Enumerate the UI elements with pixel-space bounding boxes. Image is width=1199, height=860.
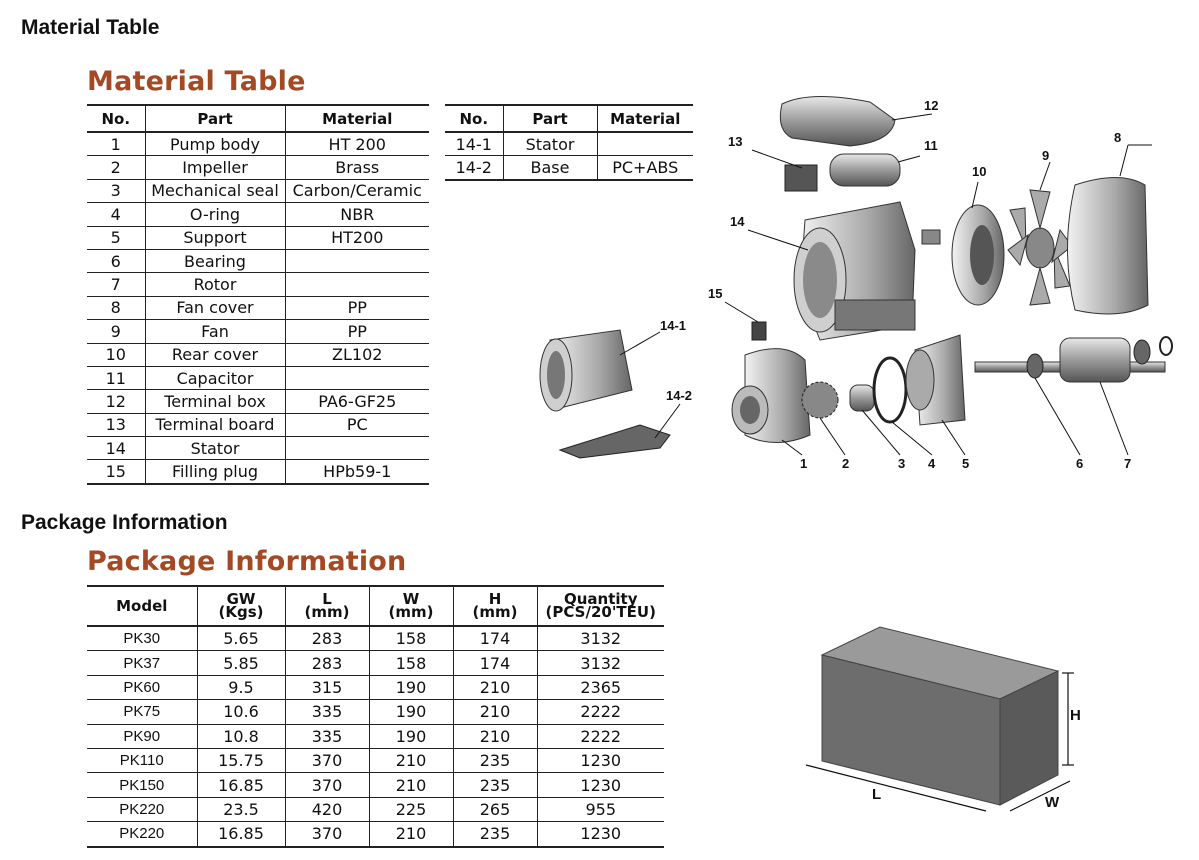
cell-model: PK90 xyxy=(87,724,197,748)
table-row xyxy=(87,226,429,249)
cell-material: Carbon/Ceramic xyxy=(285,179,429,202)
cell-part: Support xyxy=(145,226,285,249)
cell-part: Stator xyxy=(503,132,597,156)
box-dimensions-diagram xyxy=(790,615,1090,815)
cell-material: PP xyxy=(285,320,429,343)
cell-model: PK37 xyxy=(87,651,197,675)
cell-material xyxy=(285,366,429,389)
capacitor-part xyxy=(830,154,900,186)
cell-part: Fan cover xyxy=(145,296,285,319)
cell-material: ZL102 xyxy=(285,343,429,366)
impeller-part xyxy=(802,382,838,418)
cell-part: Rotor xyxy=(145,273,285,296)
cell-gw: 5.65 xyxy=(197,626,285,651)
cell-material: NBR xyxy=(285,203,429,226)
material-table xyxy=(87,104,429,485)
cell-h: 210 xyxy=(453,724,537,748)
table-row xyxy=(87,700,664,724)
label-14: 14 xyxy=(730,214,745,229)
cell-part: Fan xyxy=(145,320,285,343)
material-table-title: Material Table xyxy=(87,66,306,97)
table-row xyxy=(87,822,664,847)
cell-w: 210 xyxy=(369,773,453,797)
cell-h: 235 xyxy=(453,773,537,797)
cell-gw: 16.85 xyxy=(197,773,285,797)
package-table xyxy=(87,585,664,848)
mechanical-seal-part xyxy=(850,385,874,411)
cell-no: 4 xyxy=(87,203,145,226)
table-row xyxy=(87,296,429,319)
label-4: 4 xyxy=(928,456,936,471)
col-material: Material xyxy=(597,105,693,132)
cell-gw: 10.8 xyxy=(197,724,285,748)
cell-l: 283 xyxy=(285,651,369,675)
cell-part: Base xyxy=(503,156,597,180)
label-13: 13 xyxy=(728,134,743,149)
col-quantity: Quantity (PCS/20'TEU) xyxy=(537,586,664,626)
o-ring-part xyxy=(874,358,906,422)
table-row xyxy=(87,437,429,460)
cell-l: 370 xyxy=(285,822,369,847)
cell-material xyxy=(285,249,429,272)
cell-w: 158 xyxy=(369,626,453,651)
cell-qty: 955 xyxy=(537,797,664,821)
col-h: H (mm) xyxy=(453,586,537,626)
cell-qty: 2222 xyxy=(537,724,664,748)
cell-qty: 3132 xyxy=(537,626,664,651)
cell-no: 2 xyxy=(87,156,145,179)
cell-l: 370 xyxy=(285,748,369,772)
cell-no: 7 xyxy=(87,273,145,296)
cell-part: Impeller xyxy=(145,156,285,179)
col-w: W (mm) xyxy=(369,586,453,626)
table-row xyxy=(87,413,429,436)
cell-model: PK110 xyxy=(87,748,197,772)
cell-qty: 2365 xyxy=(537,675,664,699)
label-12: 12 xyxy=(924,98,939,113)
fan-cover-part xyxy=(1068,178,1149,315)
cell-model: PK220 xyxy=(87,797,197,821)
cell-material: PC xyxy=(285,413,429,436)
label-15: 15 xyxy=(708,286,723,301)
cell-model: PK150 xyxy=(87,773,197,797)
cell-h: 174 xyxy=(453,626,537,651)
table-row xyxy=(87,797,664,821)
cell-material: PP xyxy=(285,296,429,319)
cell-no: 1 xyxy=(87,132,145,156)
col-material: Material xyxy=(285,105,429,132)
label-2: 2 xyxy=(842,456,850,471)
fan-part xyxy=(1008,190,1072,305)
cell-qty: 2222 xyxy=(537,700,664,724)
cell-qty: 1230 xyxy=(537,822,664,847)
cell-w: 190 xyxy=(369,675,453,699)
cell-material: Brass xyxy=(285,156,429,179)
cell-h: 235 xyxy=(453,822,537,847)
box-label-h: H xyxy=(1070,707,1081,724)
cell-gw: 5.85 xyxy=(197,651,285,675)
table-row xyxy=(87,132,429,156)
label-9: 9 xyxy=(1042,148,1050,163)
cell-part: Stator xyxy=(145,437,285,460)
label-8: 8 xyxy=(1114,130,1122,145)
cell-w: 190 xyxy=(369,724,453,748)
cell-material xyxy=(285,273,429,296)
cell-h: 235 xyxy=(453,748,537,772)
cell-no: 3 xyxy=(87,179,145,202)
table-row xyxy=(87,203,429,226)
table-row xyxy=(87,626,664,651)
cell-h: 265 xyxy=(453,797,537,821)
cell-material: HT200 xyxy=(285,226,429,249)
table-row xyxy=(87,675,664,699)
cell-no: 5 xyxy=(87,226,145,249)
cell-model: PK60 xyxy=(87,675,197,699)
cell-part: Pump body xyxy=(145,132,285,156)
cell-no: 10 xyxy=(87,343,145,366)
cell-no: 14-2 xyxy=(445,156,503,180)
cell-w: 158 xyxy=(369,651,453,675)
package-info-heading: Package Information xyxy=(21,511,228,534)
cell-material: HPb59-1 xyxy=(285,460,429,484)
label-10: 10 xyxy=(972,164,987,179)
label-1: 1 xyxy=(800,456,808,471)
cell-gw: 9.5 xyxy=(197,675,285,699)
table-row xyxy=(87,651,664,675)
table-row xyxy=(87,366,429,389)
box-label-l: L xyxy=(872,786,882,803)
cell-l: 283 xyxy=(285,626,369,651)
table-row xyxy=(87,390,429,413)
cell-no: 6 xyxy=(87,249,145,272)
table-row xyxy=(87,320,429,343)
cell-l: 420 xyxy=(285,797,369,821)
cell-w: 210 xyxy=(369,748,453,772)
cell-part: Capacitor xyxy=(145,366,285,389)
cell-gw: 23.5 xyxy=(197,797,285,821)
cell-part: Terminal board xyxy=(145,413,285,436)
cell-no: 15 xyxy=(87,460,145,484)
table-row xyxy=(87,460,429,484)
label-6: 6 xyxy=(1076,456,1084,471)
label-5: 5 xyxy=(962,456,970,471)
cell-no: 13 xyxy=(87,413,145,436)
filling-plug-part xyxy=(752,322,766,340)
table-row xyxy=(87,179,429,202)
exploded-pump-diagram xyxy=(520,90,1180,480)
table-row xyxy=(87,724,664,748)
base-part xyxy=(560,425,670,458)
cell-model: PK220 xyxy=(87,822,197,847)
bearing-part xyxy=(1027,354,1043,378)
cell-l: 335 xyxy=(285,700,369,724)
cell-part: O-ring xyxy=(145,203,285,226)
material-table-heading: Material Table xyxy=(21,16,160,39)
cell-part: Mechanical seal xyxy=(145,179,285,202)
cell-gw: 10.6 xyxy=(197,700,285,724)
cell-h: 210 xyxy=(453,675,537,699)
table-row xyxy=(87,249,429,272)
package-info-title: Package Information xyxy=(87,546,407,577)
cell-l: 335 xyxy=(285,724,369,748)
terminal-box-part xyxy=(780,96,895,146)
col-part: Part xyxy=(145,105,285,132)
cell-part: Filling plug xyxy=(145,460,285,484)
cell-no: 14 xyxy=(87,437,145,460)
col-l: L (mm) xyxy=(285,586,369,626)
table-row xyxy=(87,773,664,797)
cell-no: 9 xyxy=(87,320,145,343)
col-model: Model xyxy=(87,586,197,626)
label-3: 3 xyxy=(898,456,906,471)
cell-material: PC+ABS xyxy=(597,156,693,180)
cell-part: Bearing xyxy=(145,249,285,272)
cell-material: PA6-GF25 xyxy=(285,390,429,413)
col-part: Part xyxy=(503,105,597,132)
label-14-2: 14-2 xyxy=(666,388,693,403)
cell-gw: 15.75 xyxy=(197,748,285,772)
cell-no: 12 xyxy=(87,390,145,413)
cell-material: HT 200 xyxy=(285,132,429,156)
cell-model: PK30 xyxy=(87,626,197,651)
cell-no: 11 xyxy=(87,366,145,389)
table-row xyxy=(87,156,429,179)
col-no: No. xyxy=(87,105,145,132)
col-no: No. xyxy=(445,105,503,132)
cell-w: 225 xyxy=(369,797,453,821)
cell-part: Terminal box xyxy=(145,390,285,413)
cell-no: 14-1 xyxy=(445,132,503,156)
rotor-part xyxy=(1060,338,1130,382)
cell-material xyxy=(285,437,429,460)
cell-no: 8 xyxy=(87,296,145,319)
cell-w: 210 xyxy=(369,822,453,847)
label-11: 11 xyxy=(924,138,938,153)
table-row xyxy=(87,748,664,772)
terminal-board-part xyxy=(785,165,817,191)
table-row xyxy=(87,273,429,296)
cell-h: 210 xyxy=(453,700,537,724)
box-label-w: W xyxy=(1045,794,1060,811)
cell-part: Rear cover xyxy=(145,343,285,366)
cell-qty: 1230 xyxy=(537,748,664,772)
table-row xyxy=(87,343,429,366)
cell-l: 315 xyxy=(285,675,369,699)
col-gw: GW (Kgs) xyxy=(197,586,285,626)
cell-model: PK75 xyxy=(87,700,197,724)
label-7: 7 xyxy=(1124,456,1132,471)
cell-qty: 1230 xyxy=(537,773,664,797)
cell-gw: 16.85 xyxy=(197,822,285,847)
cell-w: 190 xyxy=(369,700,453,724)
cell-qty: 3132 xyxy=(537,651,664,675)
cell-l: 370 xyxy=(285,773,369,797)
label-14-1: 14-1 xyxy=(660,318,687,333)
cell-h: 174 xyxy=(453,651,537,675)
